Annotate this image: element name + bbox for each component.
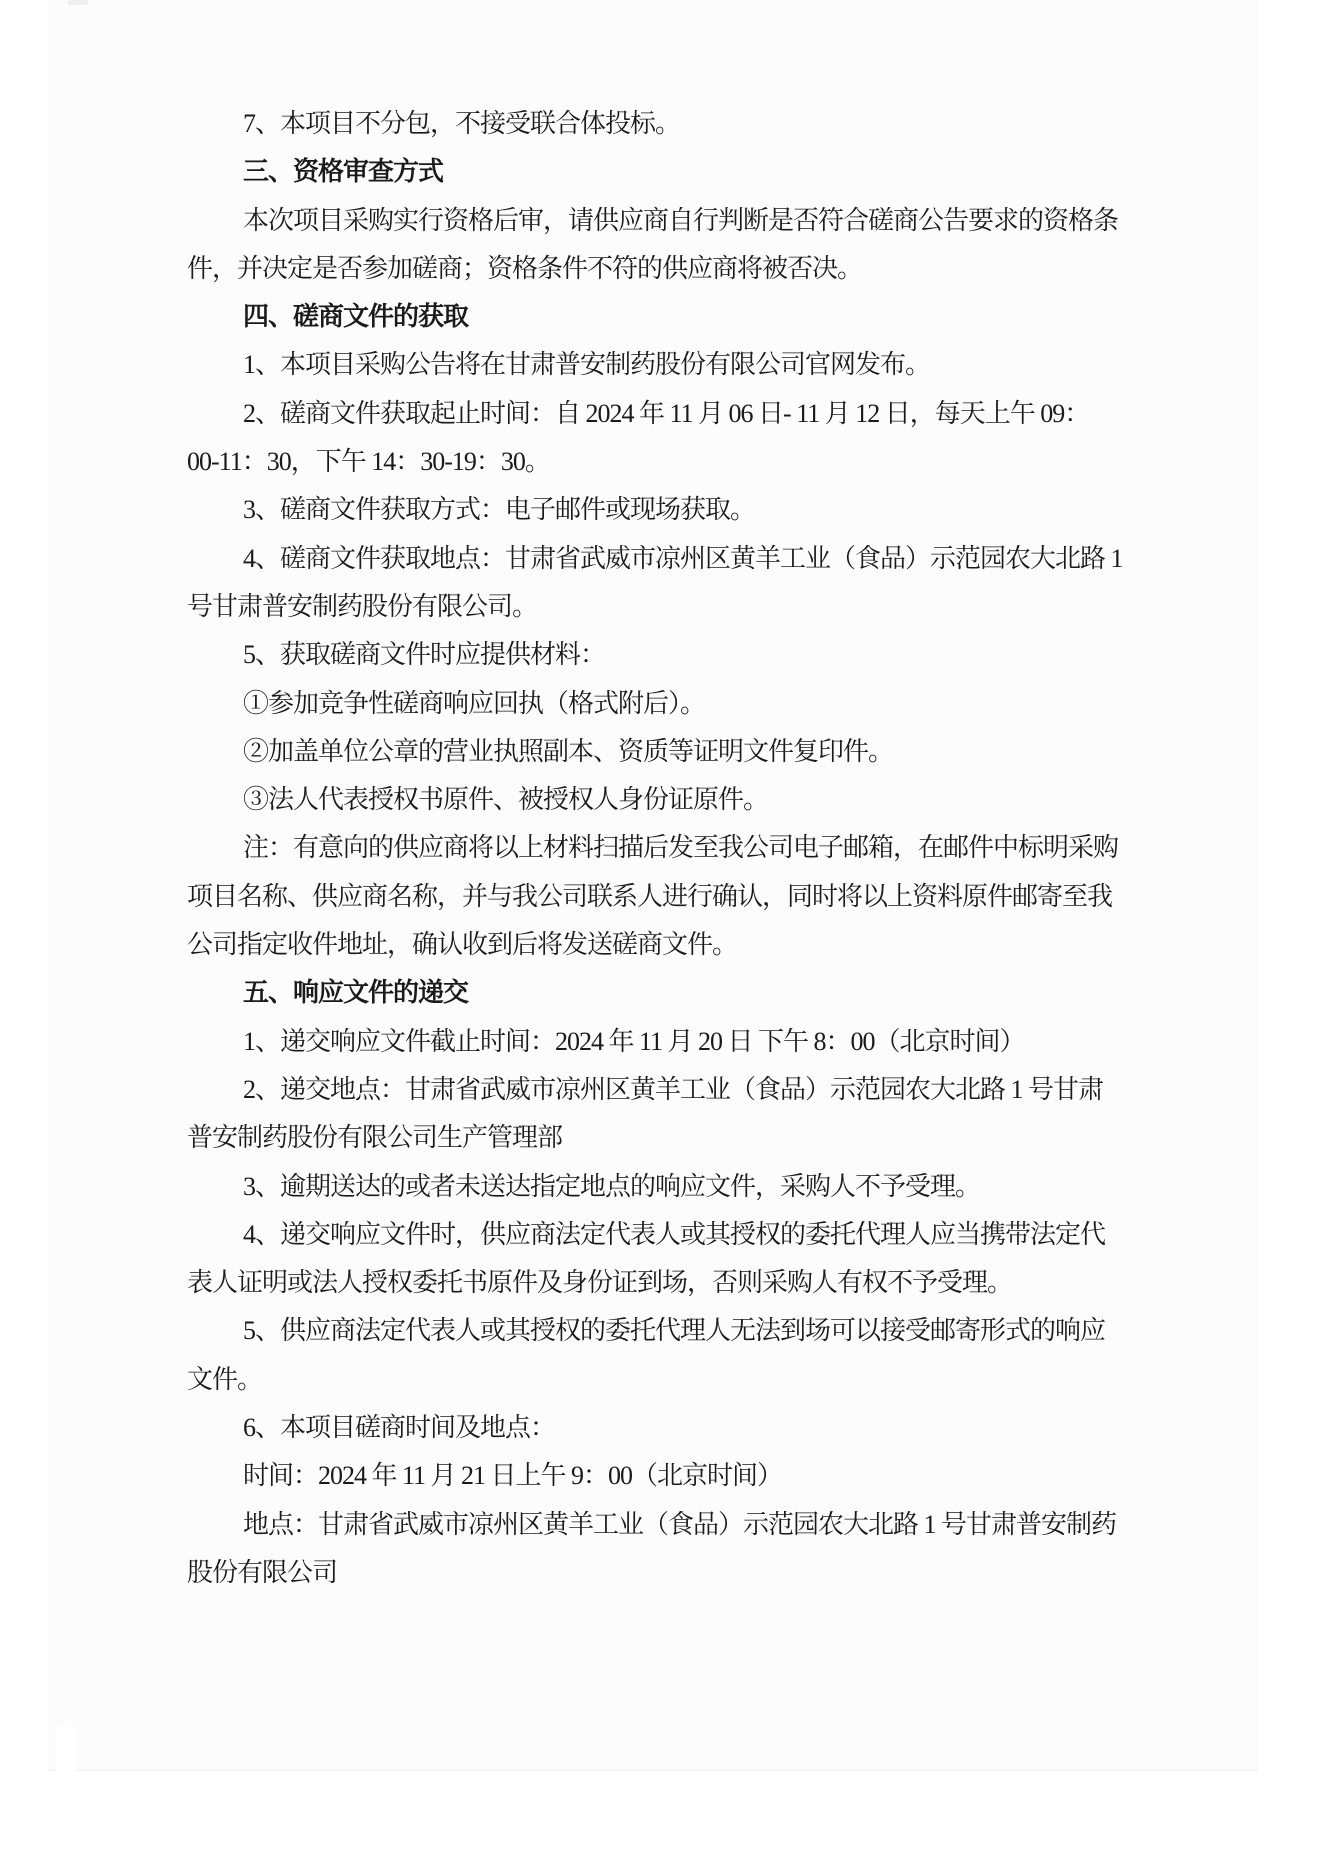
text-line: 1、本项目采购公告将在甘肃普安制药股份有限公司官网发布。	[243, 350, 931, 380]
text-line: 号甘肃普安制药股份有限公司。	[187, 591, 538, 621]
section-heading: 四、磋商文件的获取	[243, 302, 469, 332]
text-line: ③法人代表授权书原件、被授权人身份证原件。	[243, 785, 769, 815]
text-line: 7、本项目不分包，不接受联合体投标。	[243, 109, 681, 138]
text-line: 4、磋商文件获取地点：甘肃省武威市凉州区黄羊工业（食品）示范园农大北路 1	[243, 543, 1123, 573]
text-line: ②加盖单位公章的营业执照副本、资质等证明文件复印件。	[243, 736, 894, 766]
text-line: 2、递交地点：甘肃省武威市凉州区黄羊工业（食品）示范园农大北路 1 号甘肃	[243, 1074, 1104, 1104]
text-line: 1、递交响应文件截止时间：2024 年 11 月 20 日 下午 8：00（北京时间）	[243, 1026, 1025, 1056]
text-line: 5、获取磋商文件时应提供材料：	[243, 640, 606, 670]
text-line: 地点：甘肃省武威市凉州区黄羊工业（食品）示范园农大北路 1 号甘肃普安制药	[243, 1509, 1117, 1539]
text-line: 普安制药股份有限公司生产管理部	[187, 1123, 563, 1153]
text-line: 本次项目采购实行资格后审，请供应商自行判断是否符合磋商公告要求的资格条	[243, 205, 1119, 235]
section-heading: 三、资格审查方式	[243, 157, 444, 187]
text-line: 公司指定收件地址，确认收到后将发送磋商文件。	[187, 930, 738, 960]
scan-artifact-top	[68, 0, 88, 5]
text-line: 2、磋商文件获取起止时间：自 2024 年 11 月 06 日- 11 月 12 日，每天上午 09：	[243, 398, 1090, 428]
section-heading: 五、响应文件的递交	[243, 978, 469, 1008]
text-line: 表人证明或法人授权委托书原件及身份证到场，否则采购人有权不予受理。	[187, 1268, 1013, 1298]
text-line: 3、逾期送达的或者未送达指定地点的响应文件，采购人不予受理。	[243, 1171, 981, 1201]
text-line: 5、供应商法定代表人或其授权的委托代理人无法到场可以接受邮寄形式的响应	[243, 1316, 1106, 1346]
text-line: 时间：2024 年 11 月 21 日上午 9：00（北京时间）	[243, 1461, 783, 1491]
text-line: 4、递交响应文件时，供应商法定代表人或其授权的委托代理人应当携带法定代	[243, 1219, 1106, 1249]
text-line: 注：有意向的供应商将以上材料扫描后发至我公司电子邮箱，在邮件中标明采购	[243, 833, 1119, 863]
text-line: 件，并决定是否参加磋商；资格条件不符的供应商将被否决。	[187, 253, 863, 283]
text-line: 股份有限公司	[187, 1557, 338, 1587]
text-line: 6、本项目磋商时间及地点：	[243, 1413, 556, 1443]
document-body	[187, 100, 1227, 1597]
text-line: 3、磋商文件获取方式：电子邮件或现场获取。	[243, 495, 756, 525]
text-line: ①参加竞争性磋商响应回执（格式附后）。	[243, 688, 706, 718]
text-line: 文件。	[187, 1364, 263, 1394]
text-line: 项目名称、供应商名称，并与我公司联系人进行确认，同时将以上资料原件邮寄至我	[187, 881, 1113, 911]
scan-artifact-bottom	[56, 1726, 76, 1772]
text-line: 00-11：30，下午 14：30-19：30。	[187, 447, 550, 477]
